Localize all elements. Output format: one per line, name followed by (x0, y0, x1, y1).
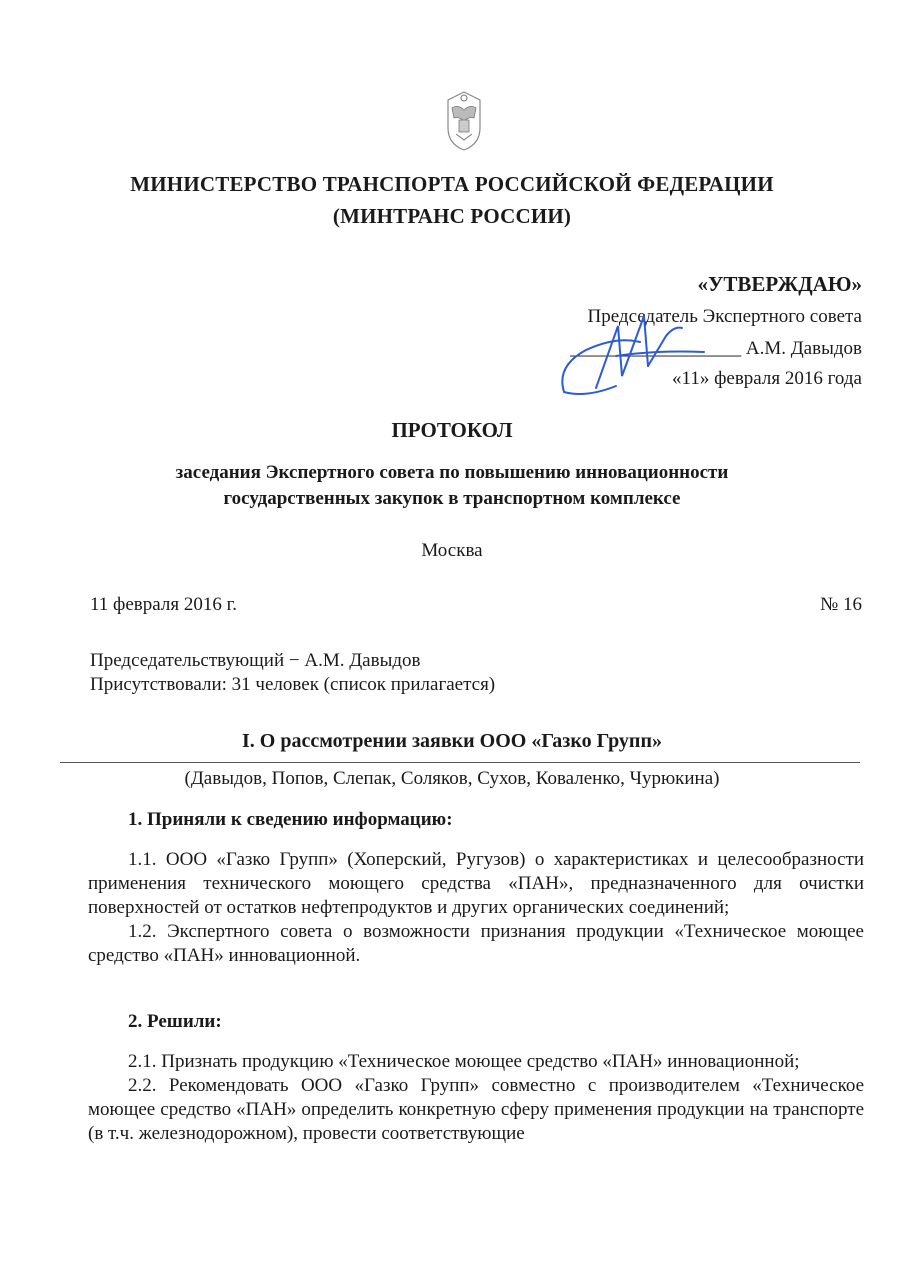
chairperson: Председательствующий − А.М. Давыдов (90, 650, 421, 671)
heard-item: 1.2. Экспертного совета о возможности признания продукции «Техническое моющее средство «ПАН» инновационной. (88, 921, 864, 966)
decided-item: 2.2. Рекомендовать ООО «Газко Групп» совместно с производителем «Техническое моющее средство «ПАН» определить конкретную сферу применения продукции на транспорте (в т.ч. железнодорожном), провести соответствующие (88, 1075, 864, 1144)
protocol-title: ПРОТОКОЛ (391, 418, 513, 442)
decided-heading-block (88, 1010, 864, 1034)
approval-title: «УТВЕРЖДАЮ» (697, 272, 862, 296)
approval-name-line: __________________ А.М. Давыдов (570, 338, 862, 359)
decided-items (88, 1050, 864, 1146)
heard-heading: 1. Приняли к сведению информацию: (128, 809, 453, 830)
handwritten-signature (556, 296, 706, 406)
ministry-short-name: (МИНТРАНС РОССИИ) (332, 204, 572, 228)
approval-date: «11» февраля 2016 года (672, 368, 862, 389)
attendance: Присутствовали: 31 человек (список прилагается) (90, 674, 496, 695)
heard-heading-block (88, 808, 864, 832)
ministry-name: МИНИСТЕРСТВО ТРАНСПОРТА РОССИЙСКОЙ ФЕДЕРАЦИИ (130, 172, 774, 196)
decided-item: 2.1. Признать продукцию «Техническое моющее средство «ПАН» инновационной; (128, 1051, 800, 1072)
decided-heading: 2. Решили: (128, 1011, 222, 1032)
protocol-subtitle (0, 460, 904, 512)
protocol-date: 11 февраля 2016 г. (90, 594, 237, 615)
section-divider (60, 762, 860, 763)
approval-position: Председатель Экспертного совета (587, 306, 862, 327)
protocol-city: Москва (421, 540, 483, 561)
section-participants: (Давыдов, Попов, Слепак, Соляков, Сухов, Коваленко, Чурюкина) (184, 768, 720, 789)
protocol-subtitle-line2: государственных закупок в транспортном комплексе (223, 488, 681, 509)
ministry-header (0, 168, 904, 232)
heard-items (88, 848, 864, 968)
section-title: I. О рассмотрении заявки ООО «Газко Групп» (242, 730, 662, 752)
heard-item: 1.1. ООО «Газко Групп» (Хоперский, Ругузов) о характеристиках и целесообразности применения технического моющего средства «ПАН», предназначенного для очистки поверхностей от остатков нефтепродуктов и других органических соединений; (88, 849, 864, 918)
coat-of-arms-icon (440, 88, 488, 154)
protocol-number: № 16 (820, 594, 862, 615)
protocol-subtitle-line1: заседания Экспертного совета по повышению инновационности (175, 462, 729, 483)
